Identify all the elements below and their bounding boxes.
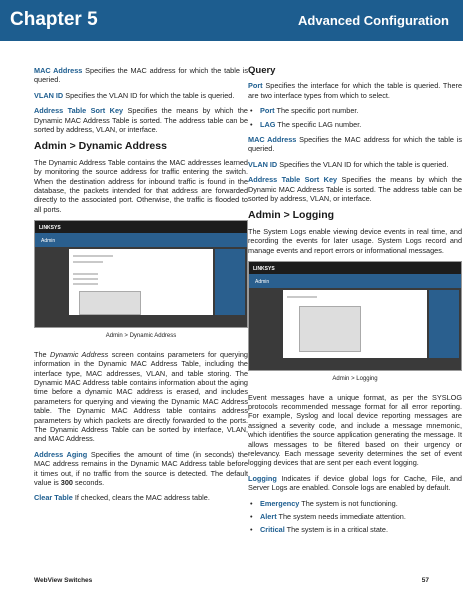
term: Address Table Sort Key <box>248 175 338 185</box>
logging-screenshot <box>248 261 462 371</box>
logging-desc <box>248 474 462 493</box>
page-number: 57 <box>421 577 429 584</box>
term: VLAN ID <box>248 159 278 169</box>
intro-paragraph: The Dynamic Address Table contains the MAC addresses learned by monitoring the source address for traffic entering the switch. When the destination address for inbound traffic is found in the database, the packets intended for that address are forwarded directly to the associated port. Otherwise, the traffic is flooded to all ports. <box>34 157 248 214</box>
right-column <box>248 66 462 541</box>
term: Alert <box>260 511 277 521</box>
term: Port <box>260 106 275 116</box>
list-item <box>248 106 462 115</box>
desc: Specifies the means by which the Dynamic MAC Address Table is sorted. The address table can be sorted by address, VLAN, or interface. <box>248 175 462 204</box>
vlan-id-desc <box>34 91 248 100</box>
desc: seconds. <box>72 477 105 487</box>
desc: The system is in a critical state. <box>284 525 389 535</box>
section-heading: Admin > Logging <box>248 209 335 222</box>
term: LAG <box>260 119 276 129</box>
chapter-title: Chapter 5 <box>10 9 98 30</box>
logging-intro: The System Logs enable viewing device events in real time, and recording the events for later usage. System Logs record and manage events and report errors or informational messages. <box>248 226 462 255</box>
severity-list <box>248 499 462 535</box>
term: Logging <box>248 473 277 483</box>
term: Critical <box>260 525 285 535</box>
query-heading: Query <box>248 65 276 76</box>
figure-caption: Admin > Logging <box>332 376 378 383</box>
figure-caption: Admin > Dynamic Address <box>105 333 177 340</box>
linksys-logo: LINKSYS <box>39 225 61 232</box>
mac-address-desc <box>34 66 248 85</box>
linksys-logo: LINKSYS <box>253 266 275 273</box>
sort-key-desc <box>248 175 462 203</box>
desc: Specifies the means by which the Dynamic MAC Address Table is sorted. The address table can be sorted by address, VLAN, or interface. <box>34 106 248 135</box>
page-footer <box>34 577 429 584</box>
term: MAC Address <box>34 66 83 75</box>
term: Address Aging <box>34 449 88 459</box>
default-value: 300 <box>60 477 73 487</box>
desc: Specifies the interface for which the table is queried. There are two interface types from which to select. <box>248 81 462 100</box>
desc: If checked, clears the MAC address table. <box>72 493 210 503</box>
figure-nav-label: Admin <box>41 238 56 245</box>
list-item <box>248 120 462 129</box>
desc: The system needs immediate attention. <box>276 511 406 521</box>
term: Clear Table <box>34 493 73 503</box>
list-item <box>248 525 462 534</box>
chapter-header <box>0 0 463 41</box>
body-italic: Dynamic Address <box>50 349 109 359</box>
desc: Specifies the VLAN ID for which the table is queried. <box>63 90 235 100</box>
body-text: The <box>34 349 51 359</box>
section-heading: Admin > Dynamic Address <box>34 140 167 153</box>
term: Address Table Sort Key <box>34 106 124 116</box>
sort-key-desc <box>34 106 248 134</box>
product-name: WebView Switches <box>34 577 93 584</box>
desc: Specifies the MAC address for which the table is queried. <box>34 66 248 85</box>
desc: Indicates if device global logs for Cache, File, and Server Logs are enabled. Console logs are enabled by default. <box>248 473 462 493</box>
term: VLAN ID <box>34 90 64 100</box>
term: MAC Address <box>248 135 297 145</box>
clear-table-desc <box>34 493 248 502</box>
figure-nav-label: Admin <box>255 279 270 286</box>
list-item <box>248 512 462 521</box>
section-title: Advanced Configuration <box>298 13 449 28</box>
port-desc <box>248 81 462 100</box>
vlan-id-desc <box>248 160 462 169</box>
desc: Specifies the MAC address for which the table is queried. <box>248 135 462 154</box>
term: Emergency <box>260 498 300 508</box>
body-paragraph <box>34 350 248 444</box>
events-paragraph: Event messages have a unique format, as per the SYSLOG protocols recommended message format for all error reporting. For example, Syslog and local device reporting messages are assigned a severity code, and include a message mnemonic, which identifies the source application generating the message. It allows messages to be filtered based on their urgency or relevancy. Each message severity determines the set of event logging devices that are sent per each event logging. <box>248 392 462 468</box>
address-aging-desc <box>34 450 248 488</box>
mac-address-desc <box>248 135 462 154</box>
term: Port <box>248 81 263 91</box>
desc: The specific LAG number. <box>275 119 362 129</box>
body-text: screen contains parameters for querying information in the Dynamic MAC Address Table, including the interface type, MAC addresses, VLAN, and table storing. The Dynamic MAC Address table contains information about the aging time before a dynamic MAC address is erased, and includes parameters for querying and viewing the Dynamic MAC Address table. The Dynamic MAC Address table contains address parameters by which packets are directly forwarded to the ports. The Dynamic Address Table can be sorted by interface, VLAN, and MAC Address. <box>34 349 248 444</box>
desc: The specific port number. <box>274 106 359 116</box>
interface-type-list <box>248 106 462 129</box>
desc: Specifies the VLAN ID for which the table is queried. <box>277 159 449 169</box>
desc: Specifies the amount of time (in seconds) the MAC address remains in the Dynamic MAC Address table before it times out, if no traffic from the source is detected. The default value is <box>34 449 248 487</box>
left-column <box>34 66 248 509</box>
desc: The system is not functioning. <box>299 498 398 508</box>
dynamic-address-screenshot <box>34 220 248 328</box>
list-item <box>248 499 462 508</box>
